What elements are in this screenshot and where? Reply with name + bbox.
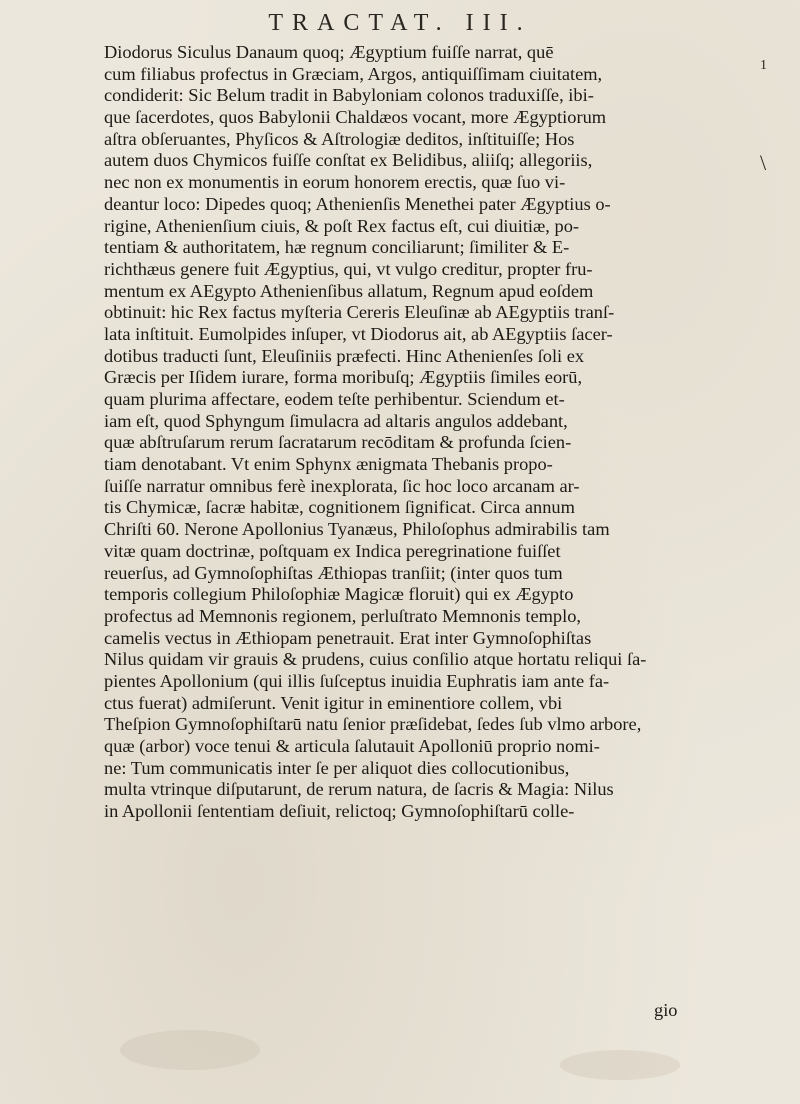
text-line: tis Chymicæ, ſacræ habitæ, cognitionem ſignificat. Circa annum: [104, 497, 575, 518]
text-line: richthæus genere fuit Ægyptius, qui, vt vulgo creditur, propter fru-: [104, 258, 593, 279]
body-text: [104, 42, 714, 823]
text-line: quam plurima affectare, eodem teſte perhibentur. Sciendum et-: [104, 389, 565, 409]
text-line: obtinuit: hic Rex factus myſteria Cereris Eleuſinæ ab AEgyptiis tranſ-: [104, 302, 615, 323]
text-line: autem duos Chymicos fuiſſe conſtat ex Belidibus, aliiſq; allegoriis,: [104, 150, 593, 171]
text-line: Chriſti 60. Nerone Apollonius Tyanæus, Philoſophus admirabilis tam: [104, 519, 610, 540]
text-line: camelis vectus in Æthiopam penetrauit. Erat inter Gymnoſophiſtas: [104, 627, 592, 648]
text-line: dotibus traducti ſunt, Eleuſiniis præfecti. Hinc Athenienſes ſoli ex: [104, 345, 585, 366]
text-line: nec non ex monumentis in eorum honorem erectis, quæ ſuo vi-: [104, 172, 566, 193]
text-line: Theſpion Gymnoſophiſtarū natu ſenior præſidebat, ſedes ſub vlmo arbore,: [104, 714, 642, 735]
text-line: tentiam & authoritatem, hæ regnum conciliarunt; ſimiliter & E-: [104, 237, 570, 258]
catchword: gio: [654, 1000, 678, 1020]
paper-stain: [120, 1030, 260, 1070]
paper-stain: [560, 1050, 680, 1080]
running-head: TRACTAT. III.: [268, 10, 532, 36]
text-line: ne: Tum communicatis inter ſe per aliquot dies collocutionibus,: [104, 757, 570, 778]
text-line: pientes Apollonium (qui illis ſuſceptus inuidia Euphratis iam ante fa-: [104, 670, 610, 691]
text-line: tiam denotabant. Vt enim Sphynx ænigmata Thebanis propo-: [104, 454, 553, 475]
text-line: lata inſtituit. Eumolpides inſuper, vt Diodorus ait, ab AEgyptiis ſacer-: [104, 323, 613, 344]
text-line: vitæ quam doctrinæ, poſtquam ex Indica peregrinatione fuiſſet: [104, 540, 561, 561]
text-line: profectus ad Memnonis regionem, perluſtrato Memnonis templo,: [104, 605, 582, 626]
text-line: ſuiſſe narratur omnibus ferè inexplorata, ſic hoc loco arcanam ar-: [104, 475, 580, 496]
text-line: in Apollonii ſententiam deſiuit, relictoq; Gymnoſophiſtarū colle-: [104, 801, 575, 822]
text-line: cum filiabus profectus in Græciam, Argos, antiquiſſimam ciuitatem,: [104, 63, 603, 84]
text-line: condiderit: Sic Belum tradit in Babyloniam colonos traduxiſſe, ibi-: [104, 85, 594, 106]
margin-mark: 1: [760, 58, 767, 73]
text-line: aſtra obſeruantes, Phyſicos & Aſtrologiæ deditos, inſtituiſſe; Hos: [104, 128, 575, 149]
text-line: mentum ex AEgypto Athenienſibus allatum, Regnum apud eoſdem: [104, 280, 594, 301]
text-line: Diodorus Siculus Danaum quoq; Ægyptium fuiſſe narrat, quē: [104, 42, 554, 62]
text-line: iam eſt, quod Sphyngum ſimulacra ad altaris angulos addebant,: [104, 410, 568, 431]
margin-mark: \: [760, 150, 767, 175]
text-line: quæ abſtruſarum rerum ſacratarum recōditam & profunda ſcien-: [104, 432, 572, 453]
text-line: que ſacerdotes, quos Babylonii Chaldæos vocant, more Ægyptiorum: [104, 107, 607, 128]
text-line: Nilus quidam vir grauis & prudens, cuius conſilio atque hortatu reliqui ſa-: [104, 649, 647, 670]
text-line: Græcis per Iſidem iurare, forma moribuſq; Ægyptiis ſimiles eorū,: [104, 367, 583, 388]
text-line: deantur loco: Dipedes quoq; Athenienſis Menethei pater Ægyptius o-: [104, 193, 611, 214]
text-line: rigine, Athenienſium ciuis, & poſt Rex factus eſt, cui diuitiæ, po-: [104, 215, 580, 236]
text-line: reuerſus, ad Gymnoſophiſtas Æthiopas tranſiit; (inter quos tum: [104, 562, 563, 583]
text-line: temporis collegium Philoſophiæ Magicæ floruit) qui ex Ægypto: [104, 584, 574, 605]
text-line: multa vtrinque diſputarunt, de rerum natura, de ſacris & Magia: Nilus: [104, 779, 614, 800]
text-line: quæ (arbor) voce tenui & articula ſalutauit Apolloniū proprio nomi-: [104, 736, 600, 756]
text-line: ctus fuerat) admiſerunt. Venit igitur in eminentiore collem, vbi: [104, 692, 563, 713]
